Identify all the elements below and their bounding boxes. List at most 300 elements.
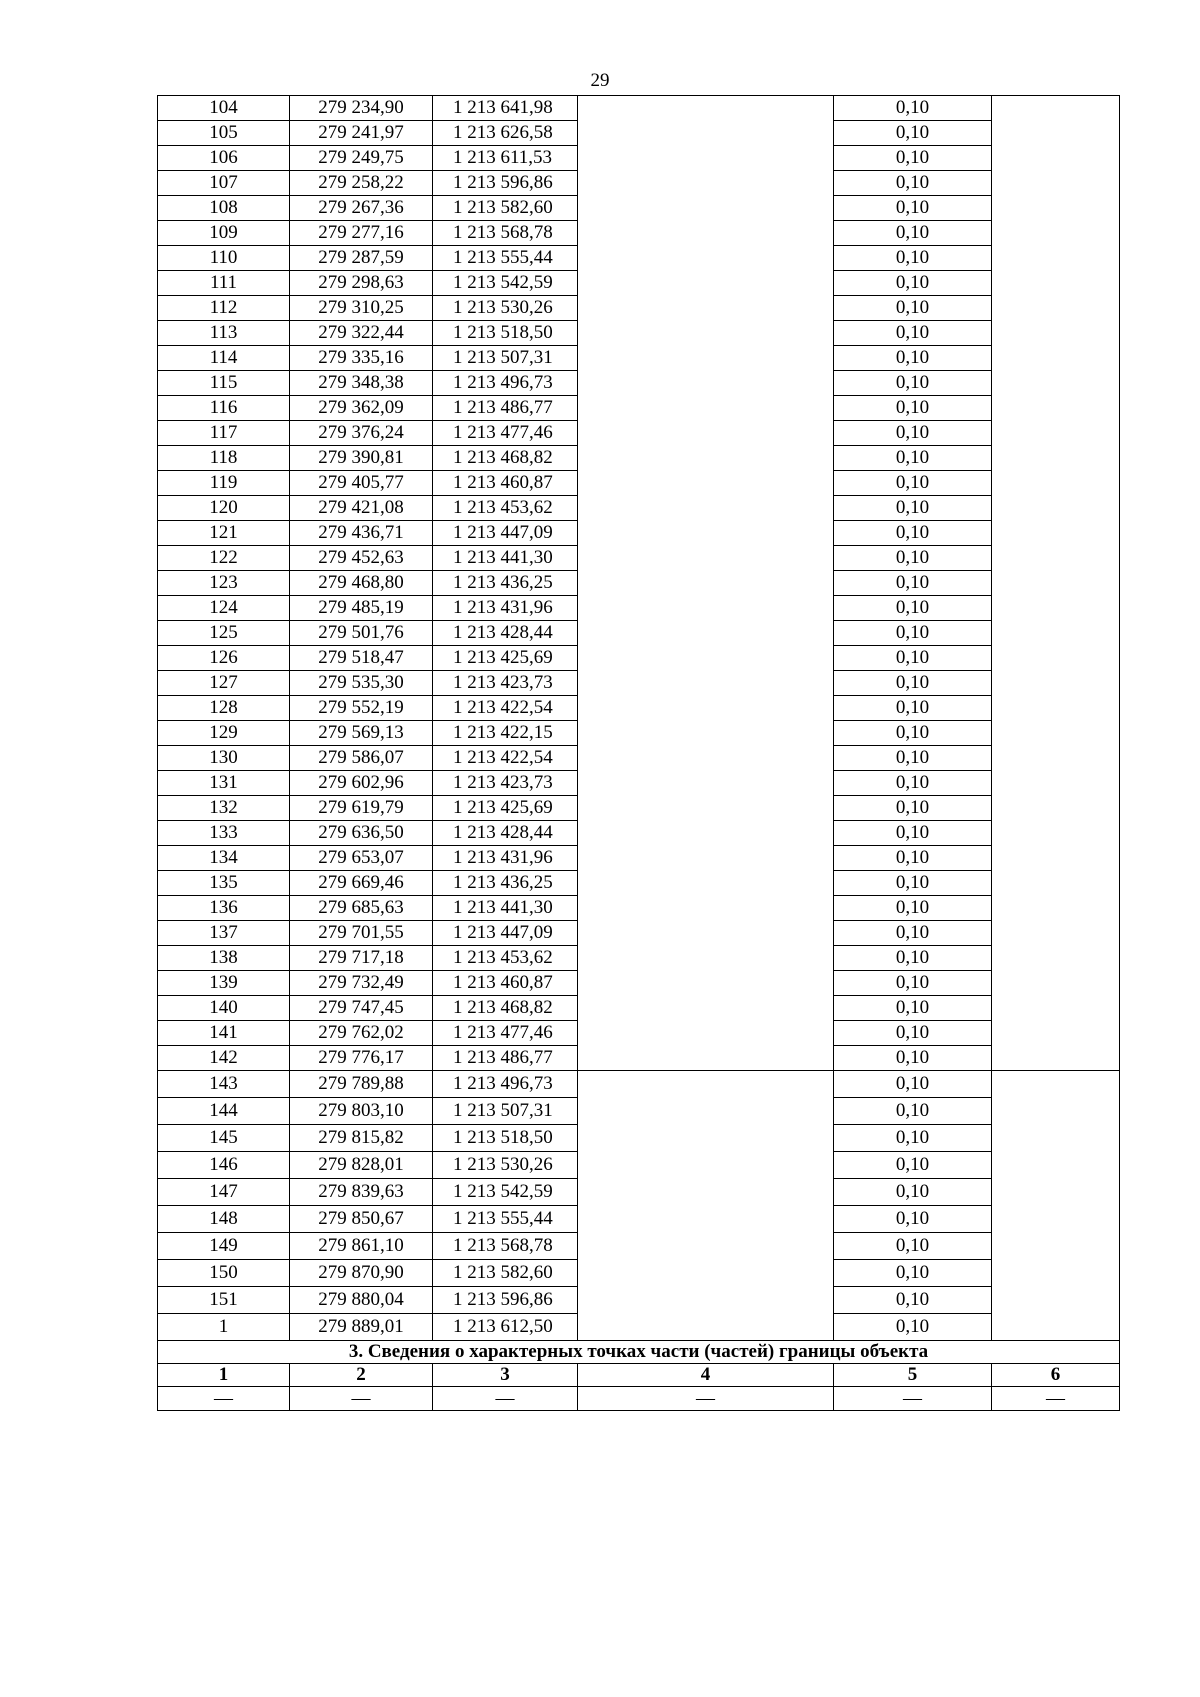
x-coordinate-cell: 279 468,80 [290, 571, 433, 596]
accuracy-cell: 0,10 [834, 571, 992, 596]
description-cell [992, 271, 1120, 296]
table-row [158, 871, 1120, 896]
accuracy-cell: 0,10 [834, 346, 992, 371]
accuracy-cell: 0,10 [834, 746, 992, 771]
table-row [158, 696, 1120, 721]
accuracy-cell: 0,10 [834, 446, 992, 471]
table-row [158, 546, 1120, 571]
description-cell [992, 896, 1120, 921]
point-number-cell: 137 [158, 921, 290, 946]
table-row [158, 96, 1120, 121]
column-header: 6 [992, 1364, 1120, 1387]
x-coordinate-cell: 279 501,76 [290, 621, 433, 646]
description-cell [992, 421, 1120, 446]
point-number-cell: 138 [158, 946, 290, 971]
x-coordinate-cell: 279 762,02 [290, 1021, 433, 1046]
description-cell [992, 1260, 1120, 1287]
point-number-cell: 121 [158, 521, 290, 546]
description-cell [992, 721, 1120, 746]
coordinates-table [157, 95, 1120, 1411]
accuracy-cell: 0,10 [834, 1314, 992, 1341]
x-coordinate-cell: 279 653,07 [290, 846, 433, 871]
point-number-cell: 149 [158, 1233, 290, 1260]
method-cell [578, 821, 834, 846]
x-coordinate-cell: 279 789,88 [290, 1071, 433, 1098]
method-cell [578, 996, 834, 1021]
method-cell [578, 596, 834, 621]
x-coordinate-cell: 279 310,25 [290, 296, 433, 321]
y-coordinate-cell: 1 213 436,25 [433, 571, 578, 596]
description-cell [992, 871, 1120, 896]
x-coordinate-cell: 279 569,13 [290, 721, 433, 746]
table-row [158, 521, 1120, 546]
table-row [158, 1287, 1120, 1314]
table-row [158, 746, 1120, 771]
table-row [158, 1179, 1120, 1206]
x-coordinate-cell: 279 636,50 [290, 821, 433, 846]
method-cell [578, 121, 834, 146]
table-row [158, 496, 1120, 521]
description-cell [992, 546, 1120, 571]
accuracy-cell: 0,10 [834, 146, 992, 171]
point-number-cell: 145 [158, 1125, 290, 1152]
description-cell [992, 621, 1120, 646]
accuracy-cell: 0,10 [834, 596, 992, 621]
method-cell [578, 446, 834, 471]
accuracy-cell: 0,10 [834, 671, 992, 696]
description-cell [992, 846, 1120, 871]
x-coordinate-cell: 279 485,19 [290, 596, 433, 621]
description-cell [992, 96, 1120, 121]
point-number-cell: 147 [158, 1179, 290, 1206]
table-row [158, 196, 1120, 221]
x-coordinate-cell: 279 717,18 [290, 946, 433, 971]
point-number-cell: 119 [158, 471, 290, 496]
method-cell [578, 1206, 834, 1233]
table-row [158, 1206, 1120, 1233]
y-coordinate-cell: 1 213 518,50 [433, 1125, 578, 1152]
method-cell [578, 371, 834, 396]
column-header-row [158, 1364, 1120, 1387]
method-cell [578, 621, 834, 646]
point-number-cell: 114 [158, 346, 290, 371]
accuracy-cell: 0,10 [834, 621, 992, 646]
table-row [158, 471, 1120, 496]
y-coordinate-cell: 1 213 422,54 [433, 696, 578, 721]
table-row [158, 421, 1120, 446]
y-coordinate-cell: 1 213 496,73 [433, 1071, 578, 1098]
x-coordinate-cell: 279 880,04 [290, 1287, 433, 1314]
table-row [158, 921, 1120, 946]
x-coordinate-cell: 279 249,75 [290, 146, 433, 171]
accuracy-cell: 0,10 [834, 546, 992, 571]
table-row [158, 1046, 1120, 1071]
point-number-cell: 140 [158, 996, 290, 1021]
method-cell [578, 896, 834, 921]
description-cell [992, 496, 1120, 521]
method-cell [578, 1287, 834, 1314]
table-row [158, 596, 1120, 621]
description-cell [992, 971, 1120, 996]
y-coordinate-cell: 1 213 568,78 [433, 221, 578, 246]
dash-cell: — [578, 1387, 834, 1411]
accuracy-cell: 0,10 [834, 821, 992, 846]
table-row [158, 946, 1120, 971]
x-coordinate-cell: 279 405,77 [290, 471, 433, 496]
point-number-cell: 124 [158, 596, 290, 621]
description-cell [992, 121, 1120, 146]
accuracy-cell: 0,10 [834, 521, 992, 546]
y-coordinate-cell: 1 213 468,82 [433, 996, 578, 1021]
y-coordinate-cell: 1 213 542,59 [433, 1179, 578, 1206]
point-number-cell: 109 [158, 221, 290, 246]
description-cell [992, 446, 1120, 471]
point-number-cell: 110 [158, 246, 290, 271]
y-coordinate-cell: 1 213 530,26 [433, 1152, 578, 1179]
accuracy-cell: 0,10 [834, 246, 992, 271]
x-coordinate-cell: 279 518,47 [290, 646, 433, 671]
y-coordinate-cell: 1 213 431,96 [433, 846, 578, 871]
point-number-cell: 117 [158, 421, 290, 446]
x-coordinate-cell: 279 828,01 [290, 1152, 433, 1179]
table-row [158, 246, 1120, 271]
table-row [158, 1152, 1120, 1179]
description-cell [992, 1287, 1120, 1314]
dash-cell: — [992, 1387, 1120, 1411]
y-coordinate-cell: 1 213 431,96 [433, 596, 578, 621]
point-number-cell: 115 [158, 371, 290, 396]
method-cell [578, 171, 834, 196]
point-number-cell: 136 [158, 896, 290, 921]
description-cell [992, 646, 1120, 671]
point-number-cell: 126 [158, 646, 290, 671]
description-cell [992, 571, 1120, 596]
column-header: 4 [578, 1364, 834, 1387]
method-cell [578, 1233, 834, 1260]
description-cell [992, 1206, 1120, 1233]
table-row [158, 446, 1120, 471]
x-coordinate-cell: 279 619,79 [290, 796, 433, 821]
description-cell [992, 196, 1120, 221]
point-number-cell: 148 [158, 1206, 290, 1233]
description-cell [992, 746, 1120, 771]
table-row [158, 396, 1120, 421]
x-coordinate-cell: 279 776,17 [290, 1046, 433, 1071]
y-coordinate-cell: 1 213 626,58 [433, 121, 578, 146]
description-cell [992, 521, 1120, 546]
section-title-row [158, 1341, 1120, 1364]
y-coordinate-cell: 1 213 423,73 [433, 771, 578, 796]
description-cell [992, 1152, 1120, 1179]
accuracy-cell: 0,10 [834, 371, 992, 396]
table-row [158, 796, 1120, 821]
table-row [158, 571, 1120, 596]
method-cell [578, 421, 834, 446]
method-cell [578, 346, 834, 371]
x-coordinate-cell: 279 234,90 [290, 96, 433, 121]
accuracy-cell: 0,10 [834, 871, 992, 896]
accuracy-cell: 0,10 [834, 121, 992, 146]
y-coordinate-cell: 1 213 641,98 [433, 96, 578, 121]
point-number-cell: 112 [158, 296, 290, 321]
y-coordinate-cell: 1 213 477,46 [433, 421, 578, 446]
y-coordinate-cell: 1 213 555,44 [433, 1206, 578, 1233]
table-row [158, 1125, 1120, 1152]
point-number-cell: 113 [158, 321, 290, 346]
y-coordinate-cell: 1 213 568,78 [433, 1233, 578, 1260]
x-coordinate-cell: 279 815,82 [290, 1125, 433, 1152]
y-coordinate-cell: 1 213 436,25 [433, 871, 578, 896]
description-cell [992, 221, 1120, 246]
point-number-cell: 105 [158, 121, 290, 146]
method-cell [578, 1046, 834, 1071]
y-coordinate-cell: 1 213 425,69 [433, 646, 578, 671]
x-coordinate-cell: 279 803,10 [290, 1098, 433, 1125]
point-number-cell: 130 [158, 746, 290, 771]
description-cell [992, 396, 1120, 421]
description-cell [992, 596, 1120, 621]
description-cell [992, 821, 1120, 846]
point-number-cell: 118 [158, 446, 290, 471]
y-coordinate-cell: 1 213 447,09 [433, 921, 578, 946]
description-cell [992, 1233, 1120, 1260]
y-coordinate-cell: 1 213 555,44 [433, 246, 578, 271]
x-coordinate-cell: 279 421,08 [290, 496, 433, 521]
method-cell [578, 971, 834, 996]
accuracy-cell: 0,10 [834, 1287, 992, 1314]
method-cell [578, 546, 834, 571]
description-cell [992, 696, 1120, 721]
accuracy-cell: 0,10 [834, 96, 992, 121]
table-row [158, 346, 1120, 371]
dash-cell: — [433, 1387, 578, 1411]
y-coordinate-cell: 1 213 441,30 [433, 546, 578, 571]
y-coordinate-cell: 1 213 611,53 [433, 146, 578, 171]
method-cell [578, 471, 834, 496]
y-coordinate-cell: 1 213 422,15 [433, 721, 578, 746]
dash-cell: — [158, 1387, 290, 1411]
accuracy-cell: 0,10 [834, 321, 992, 346]
x-coordinate-cell: 279 850,67 [290, 1206, 433, 1233]
method-cell [578, 846, 834, 871]
description-cell [992, 296, 1120, 321]
x-coordinate-cell: 279 685,63 [290, 896, 433, 921]
y-coordinate-cell: 1 213 507,31 [433, 346, 578, 371]
method-cell [578, 871, 834, 896]
accuracy-cell: 0,10 [834, 1179, 992, 1206]
description-cell [992, 171, 1120, 196]
x-coordinate-cell: 279 376,24 [290, 421, 433, 446]
x-coordinate-cell: 279 839,63 [290, 1179, 433, 1206]
y-coordinate-cell: 1 213 428,44 [433, 621, 578, 646]
table-row [158, 621, 1120, 646]
point-number-cell: 122 [158, 546, 290, 571]
accuracy-cell: 0,10 [834, 796, 992, 821]
x-coordinate-cell: 279 669,46 [290, 871, 433, 896]
description-cell [992, 1071, 1120, 1098]
y-coordinate-cell: 1 213 422,54 [433, 746, 578, 771]
accuracy-cell: 0,10 [834, 271, 992, 296]
x-coordinate-cell: 279 701,55 [290, 921, 433, 946]
table-row [158, 996, 1120, 1021]
point-number-cell: 128 [158, 696, 290, 721]
table-row [158, 171, 1120, 196]
point-number-cell: 131 [158, 771, 290, 796]
description-cell [992, 321, 1120, 346]
table-row [158, 146, 1120, 171]
accuracy-cell: 0,10 [834, 1071, 992, 1098]
accuracy-cell: 0,10 [834, 471, 992, 496]
method-cell [578, 396, 834, 421]
y-coordinate-cell: 1 213 460,87 [433, 471, 578, 496]
accuracy-cell: 0,10 [834, 946, 992, 971]
y-coordinate-cell: 1 213 428,44 [433, 821, 578, 846]
method-cell [578, 96, 834, 121]
y-coordinate-cell: 1 213 582,60 [433, 196, 578, 221]
x-coordinate-cell: 279 586,07 [290, 746, 433, 771]
description-cell [992, 346, 1120, 371]
description-cell [992, 471, 1120, 496]
point-number-cell: 108 [158, 196, 290, 221]
x-coordinate-cell: 279 390,81 [290, 446, 433, 471]
table-row [158, 121, 1120, 146]
method-cell [578, 496, 834, 521]
x-coordinate-cell: 279 298,63 [290, 271, 433, 296]
description-cell [992, 1314, 1120, 1341]
y-coordinate-cell: 1 213 486,77 [433, 1046, 578, 1071]
method-cell [578, 271, 834, 296]
accuracy-cell: 0,10 [834, 1206, 992, 1233]
x-coordinate-cell: 279 732,49 [290, 971, 433, 996]
accuracy-cell: 0,10 [834, 171, 992, 196]
column-header: 1 [158, 1364, 290, 1387]
point-number-cell: 150 [158, 1260, 290, 1287]
y-coordinate-cell: 1 213 596,86 [433, 171, 578, 196]
table-row [158, 821, 1120, 846]
method-cell [578, 196, 834, 221]
description-cell [992, 921, 1120, 946]
column-header: 3 [433, 1364, 578, 1387]
x-coordinate-cell: 279 362,09 [290, 396, 433, 421]
point-number-cell: 125 [158, 621, 290, 646]
table-row [158, 721, 1120, 746]
y-coordinate-cell: 1 213 612,50 [433, 1314, 578, 1341]
accuracy-cell: 0,10 [834, 721, 992, 746]
method-cell [578, 1021, 834, 1046]
accuracy-cell: 0,10 [834, 1152, 992, 1179]
accuracy-cell: 0,10 [834, 1260, 992, 1287]
x-coordinate-cell: 279 747,45 [290, 996, 433, 1021]
y-coordinate-cell: 1 213 425,69 [433, 796, 578, 821]
method-cell [578, 1179, 834, 1206]
table-row [158, 846, 1120, 871]
dash-cell: — [834, 1387, 992, 1411]
accuracy-cell: 0,10 [834, 396, 992, 421]
point-number-cell: 139 [158, 971, 290, 996]
table-row [158, 1021, 1120, 1046]
description-cell [992, 671, 1120, 696]
table-row [158, 971, 1120, 996]
accuracy-cell: 0,10 [834, 221, 992, 246]
page-number: 29 [590, 70, 610, 91]
description-cell [992, 1046, 1120, 1071]
x-coordinate-cell: 279 870,90 [290, 1260, 433, 1287]
table-row [158, 296, 1120, 321]
method-cell [578, 571, 834, 596]
column-header: 5 [834, 1364, 992, 1387]
y-coordinate-cell: 1 213 582,60 [433, 1260, 578, 1287]
accuracy-cell: 0,10 [834, 646, 992, 671]
x-coordinate-cell: 279 241,97 [290, 121, 433, 146]
accuracy-cell: 0,10 [834, 846, 992, 871]
y-coordinate-cell: 1 213 453,62 [433, 496, 578, 521]
x-coordinate-cell: 279 436,71 [290, 521, 433, 546]
x-coordinate-cell: 279 535,30 [290, 671, 433, 696]
accuracy-cell: 0,10 [834, 496, 992, 521]
point-number-cell: 129 [158, 721, 290, 746]
method-cell [578, 1125, 834, 1152]
description-cell [992, 1125, 1120, 1152]
point-number-cell: 106 [158, 146, 290, 171]
x-coordinate-cell: 279 602,96 [290, 771, 433, 796]
y-coordinate-cell: 1 213 423,73 [433, 671, 578, 696]
x-coordinate-cell: 279 258,22 [290, 171, 433, 196]
method-cell [578, 1098, 834, 1125]
accuracy-cell: 0,10 [834, 696, 992, 721]
method-cell [578, 646, 834, 671]
point-number-cell: 141 [158, 1021, 290, 1046]
y-coordinate-cell: 1 213 542,59 [433, 271, 578, 296]
description-cell [992, 946, 1120, 971]
method-cell [578, 721, 834, 746]
point-number-cell: 120 [158, 496, 290, 521]
table-row [158, 221, 1120, 246]
x-coordinate-cell: 279 335,16 [290, 346, 433, 371]
empty-data-row [158, 1387, 1120, 1411]
point-number-cell: 111 [158, 271, 290, 296]
table-row [158, 371, 1120, 396]
table-row [158, 671, 1120, 696]
description-cell [992, 771, 1120, 796]
description-cell [992, 796, 1120, 821]
method-cell [578, 921, 834, 946]
point-number-cell: 135 [158, 871, 290, 896]
method-cell [578, 796, 834, 821]
table-row [158, 1314, 1120, 1341]
method-cell [578, 1071, 834, 1098]
accuracy-cell: 0,10 [834, 971, 992, 996]
table-row [158, 271, 1120, 296]
accuracy-cell: 0,10 [834, 1098, 992, 1125]
point-number-cell: 1 [158, 1314, 290, 1341]
y-coordinate-cell: 1 213 518,50 [433, 321, 578, 346]
point-number-cell: 151 [158, 1287, 290, 1314]
method-cell [578, 296, 834, 321]
method-cell [578, 146, 834, 171]
y-coordinate-cell: 1 213 453,62 [433, 946, 578, 971]
dash-cell: — [290, 1387, 433, 1411]
method-cell [578, 771, 834, 796]
section-title: 3. Сведения о характерных точках части (частей) границы объекта [158, 1341, 1120, 1364]
accuracy-cell: 0,10 [834, 1021, 992, 1046]
point-number-cell: 134 [158, 846, 290, 871]
table-row [158, 1098, 1120, 1125]
accuracy-cell: 0,10 [834, 896, 992, 921]
point-number-cell: 132 [158, 796, 290, 821]
table-row [158, 1233, 1120, 1260]
x-coordinate-cell: 279 267,36 [290, 196, 433, 221]
x-coordinate-cell: 279 452,63 [290, 546, 433, 571]
